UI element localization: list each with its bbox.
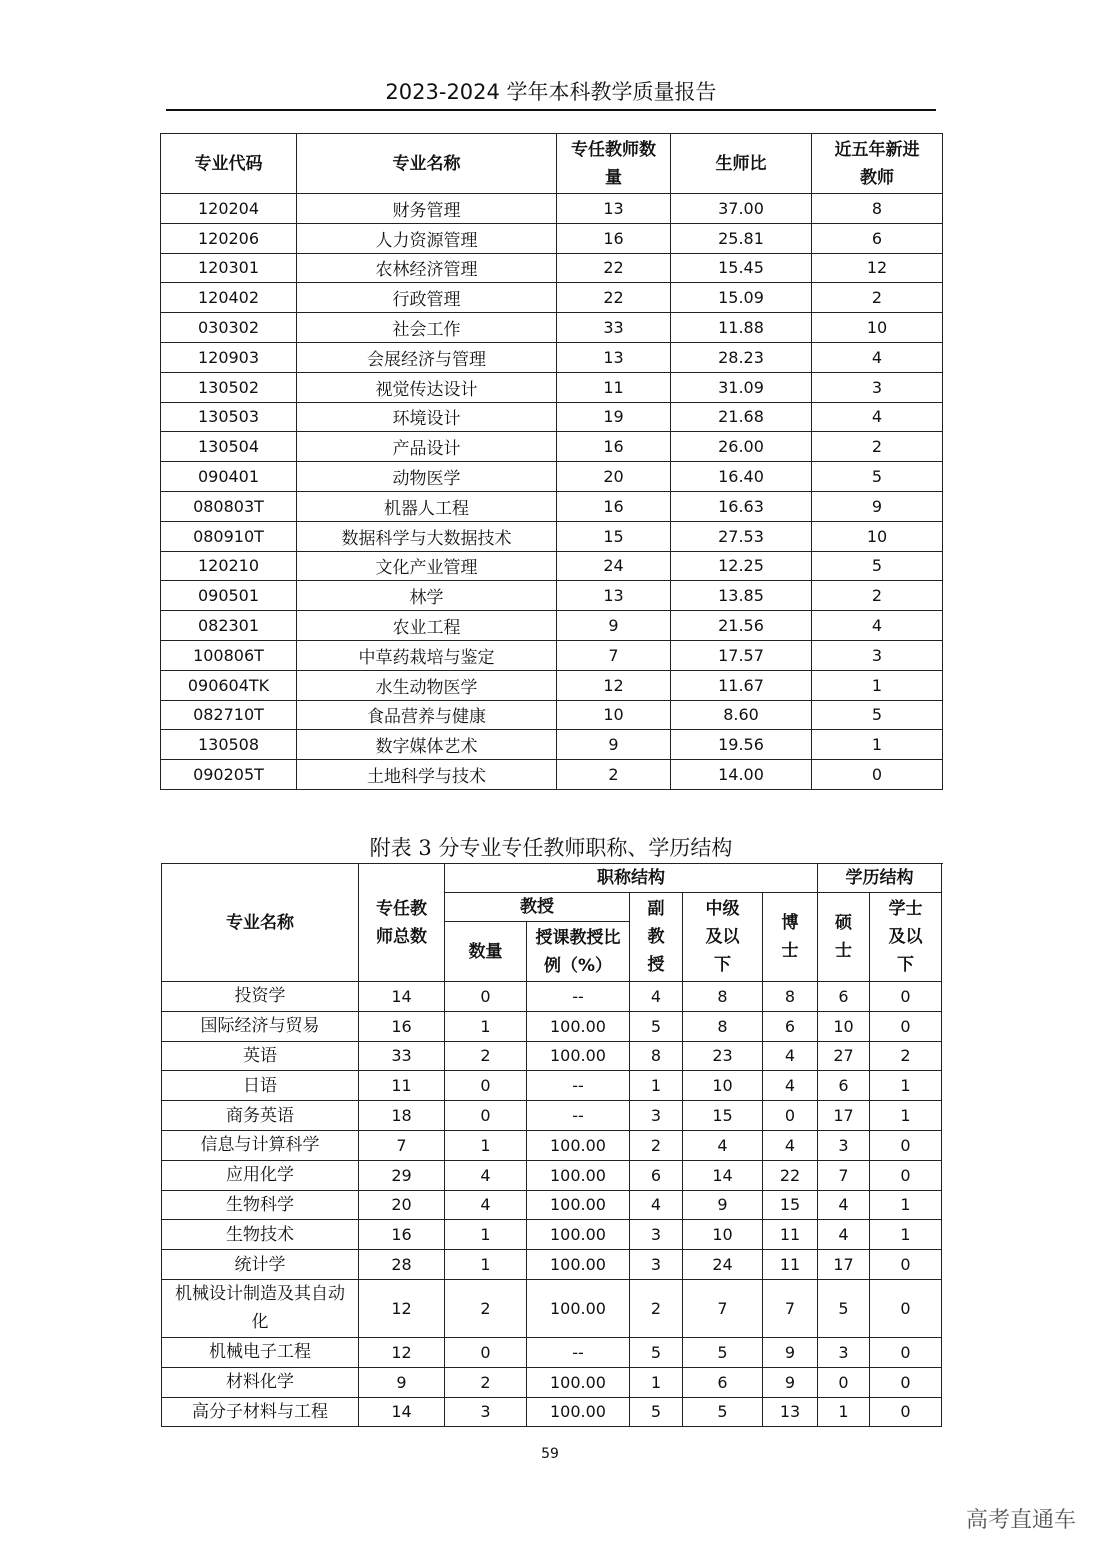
table-cell: 090604TK <box>161 670 297 700</box>
table-cell: 13 <box>763 1397 818 1427</box>
table-cell: 100.00 <box>527 1190 630 1220</box>
table-cell: 0 <box>870 1367 942 1397</box>
table-cell: 22 <box>763 1160 818 1190</box>
table-cell: 行政管理 <box>297 283 557 313</box>
table-cell: 100806T <box>161 640 297 670</box>
report-title: 2023-2024 学年本科教学质量报告 <box>385 80 717 104</box>
group-header-title-structure: 职称结构 <box>445 864 818 893</box>
table-cell: 2 <box>557 760 671 790</box>
table-cell: 1 <box>870 1071 942 1101</box>
col-header-ratio: 生师比 <box>671 134 812 194</box>
table-cell: 1 <box>870 1220 942 1250</box>
table-cell: 082301 <box>161 611 297 641</box>
table-cell: 030302 <box>161 313 297 343</box>
table-cell: 7 <box>763 1279 818 1337</box>
table-cell: 14 <box>359 1397 445 1427</box>
table-cell: 0 <box>445 982 527 1012</box>
table-cell: 18 <box>359 1101 445 1131</box>
table-cell: 33 <box>557 313 671 343</box>
table2-row <box>162 1071 942 1101</box>
table-cell: 视觉传达设计 <box>297 372 557 402</box>
table-cell: 9 <box>763 1367 818 1397</box>
table-cell: 11 <box>359 1071 445 1101</box>
table-cell: 120204 <box>161 194 297 224</box>
table-cell: 商务英语 <box>162 1101 359 1131</box>
table-cell: 1 <box>630 1367 683 1397</box>
table-cell: 100.00 <box>527 1279 630 1337</box>
table-cell: 33 <box>359 1041 445 1071</box>
table2-row <box>162 1101 942 1131</box>
table-cell: 17.57 <box>671 640 812 670</box>
table-cell: 0 <box>870 1011 942 1041</box>
table-cell: 9 <box>763 1337 818 1367</box>
table-cell: 27.53 <box>671 521 812 551</box>
table-cell: 0 <box>870 1160 942 1190</box>
table-cell: 17 <box>818 1250 870 1280</box>
table-cell: 12.25 <box>671 551 812 581</box>
watermark-logo-text: 高考直通车 <box>965 1508 1076 1533</box>
table-cell: 10 <box>812 521 943 551</box>
table-cell: 0 <box>870 1397 942 1427</box>
table-cell: 日语 <box>162 1071 359 1101</box>
table-cell: 0 <box>812 760 943 790</box>
table-cell: 16.40 <box>671 462 812 492</box>
table-cell: 23 <box>683 1041 763 1071</box>
table2-row <box>162 1220 942 1250</box>
table-cell: 食品营养与健康 <box>297 700 557 730</box>
table-cell: 4 <box>818 1190 870 1220</box>
table-cell: 林学 <box>297 581 557 611</box>
table-cell: 0 <box>870 982 942 1012</box>
table2-row <box>162 1011 942 1041</box>
table-cell: 130503 <box>161 402 297 432</box>
table-cell: 7 <box>683 1279 763 1337</box>
table-cell: 100.00 <box>527 1367 630 1397</box>
table-cell: 0 <box>870 1337 942 1367</box>
table-cell: 机械电子工程 <box>162 1337 359 1367</box>
table-cell: 17 <box>818 1101 870 1131</box>
table-cell: 20 <box>359 1190 445 1220</box>
group-header-degree-structure: 学历结构 <box>818 864 942 893</box>
table-cell: 5 <box>812 551 943 581</box>
table-cell: 9 <box>557 730 671 760</box>
col-header-code: 专业代码 <box>161 134 297 194</box>
table-cell: 财务管理 <box>297 194 557 224</box>
table1-row <box>161 342 943 372</box>
table-cell: 农业工程 <box>297 611 557 641</box>
table-cell: 120301 <box>161 253 297 283</box>
table-cell: 28.23 <box>671 342 812 372</box>
table1-row <box>161 551 943 581</box>
table1-row <box>161 402 943 432</box>
table-cell: 0 <box>870 1130 942 1160</box>
table-cell: 高分子材料与工程 <box>162 1397 359 1427</box>
table-cell: 应用化学 <box>162 1160 359 1190</box>
table-cell: 25.81 <box>671 223 812 253</box>
table-cell: 3 <box>445 1397 527 1427</box>
col-header-bachelor: 学士及以下 <box>870 893 942 982</box>
table1-row <box>161 462 943 492</box>
table-cell: 4 <box>763 1130 818 1160</box>
table1-row <box>161 223 943 253</box>
table-cell: 130508 <box>161 730 297 760</box>
table-cell: -- <box>527 1337 630 1367</box>
table1-row <box>161 640 943 670</box>
table-cell: 120206 <box>161 223 297 253</box>
table-cell: 9 <box>359 1367 445 1397</box>
table-cell: 090401 <box>161 462 297 492</box>
table2-row <box>162 1367 942 1397</box>
table-cell: 1 <box>818 1397 870 1427</box>
table-cell: 9 <box>812 491 943 521</box>
teacher-ratio-table <box>160 133 943 790</box>
table-cell: 投资学 <box>162 982 359 1012</box>
table1-row <box>161 253 943 283</box>
table-cell: 24 <box>683 1250 763 1280</box>
table-cell: 机器人工程 <box>297 491 557 521</box>
table-cell: 16 <box>557 491 671 521</box>
table-cell: 31.09 <box>671 372 812 402</box>
table2-body <box>162 982 942 1427</box>
table2-row <box>162 1279 942 1337</box>
table-cell: 21.56 <box>671 611 812 641</box>
table1-row <box>161 730 943 760</box>
table-cell: 机械设计制造及其自动化 <box>162 1279 359 1337</box>
table-cell: 15.45 <box>671 253 812 283</box>
table-cell: 产品设计 <box>297 432 557 462</box>
table-cell: 26.00 <box>671 432 812 462</box>
table-cell: 090205T <box>161 760 297 790</box>
table-cell: 37.00 <box>671 194 812 224</box>
table-cell: 12 <box>359 1279 445 1337</box>
table-cell: -- <box>527 982 630 1012</box>
table1-row <box>161 521 943 551</box>
table-cell: 120402 <box>161 283 297 313</box>
table-cell: 0 <box>445 1337 527 1367</box>
table-cell: 100.00 <box>527 1011 630 1041</box>
table1-row <box>161 670 943 700</box>
table-cell: 1 <box>630 1071 683 1101</box>
table-cell: 2 <box>630 1279 683 1337</box>
table-cell: 6 <box>763 1011 818 1041</box>
table-cell: 4 <box>630 1190 683 1220</box>
table-cell: 19.56 <box>671 730 812 760</box>
table-cell: 2 <box>445 1279 527 1337</box>
table-cell: 1 <box>445 1220 527 1250</box>
table-cell: 8 <box>630 1041 683 1071</box>
table-cell: 0 <box>445 1071 527 1101</box>
table-cell: 7 <box>359 1130 445 1160</box>
table1-row <box>161 700 943 730</box>
table-cell: 100.00 <box>527 1220 630 1250</box>
table-cell: 社会工作 <box>297 313 557 343</box>
table-cell: 1 <box>870 1190 942 1220</box>
table-cell: 130502 <box>161 372 297 402</box>
table-cell: 0 <box>870 1279 942 1337</box>
table1-row <box>161 760 943 790</box>
table-cell: 5 <box>683 1397 763 1427</box>
table-cell: 10 <box>818 1011 870 1041</box>
group-header-professor: 教授 <box>445 893 630 922</box>
table2-row <box>162 1160 942 1190</box>
table-cell: 0 <box>763 1101 818 1131</box>
table-cell: 2 <box>630 1130 683 1160</box>
table-cell: 10 <box>812 313 943 343</box>
table-cell: 11.88 <box>671 313 812 343</box>
table-cell: 生物科学 <box>162 1190 359 1220</box>
table-cell: 16 <box>359 1011 445 1041</box>
table-cell: 4 <box>812 611 943 641</box>
table-cell: 0 <box>445 1101 527 1131</box>
table2-header-row-1 <box>162 864 942 893</box>
table-cell: 12 <box>812 253 943 283</box>
table-cell: 1 <box>445 1130 527 1160</box>
table-cell: 28 <box>359 1250 445 1280</box>
table-cell: 080803T <box>161 491 297 521</box>
table-cell: 4 <box>763 1071 818 1101</box>
table-cell: 3 <box>812 640 943 670</box>
table-cell: 3 <box>818 1337 870 1367</box>
table-cell: 4 <box>683 1130 763 1160</box>
table1-header-row <box>161 134 943 194</box>
col-header-prof-count: 数量 <box>445 922 527 982</box>
table2-row <box>162 1190 942 1220</box>
table-cell: 16.63 <box>671 491 812 521</box>
table-cell: 4 <box>445 1160 527 1190</box>
table-cell: 15.09 <box>671 283 812 313</box>
table-cell: 3 <box>630 1101 683 1131</box>
table-cell: 4 <box>812 402 943 432</box>
table-cell: 11.67 <box>671 670 812 700</box>
col-header-prof-ratio: 授课教授比例（%） <box>527 922 630 982</box>
table-cell: 100.00 <box>527 1130 630 1160</box>
col-header-major: 专业名称 <box>297 134 557 194</box>
table-cell: 材料化学 <box>162 1367 359 1397</box>
table-cell: 3 <box>630 1220 683 1250</box>
col-header-master: 硕士 <box>818 893 870 982</box>
table-cell: 6 <box>818 1071 870 1101</box>
table-cell: 9 <box>683 1190 763 1220</box>
table2-row <box>162 1130 942 1160</box>
table-cell: 2 <box>812 432 943 462</box>
table-cell: 7 <box>557 640 671 670</box>
table-cell: 1 <box>812 730 943 760</box>
table-cell: 10 <box>683 1220 763 1250</box>
table-cell: 21.68 <box>671 402 812 432</box>
table-cell: 8 <box>763 982 818 1012</box>
col-header-doctor: 博士 <box>763 893 818 982</box>
table1-row <box>161 283 943 313</box>
col-header-assoc-prof: 副教授 <box>630 893 683 982</box>
table-cell: 3 <box>818 1130 870 1160</box>
table-cell: 1 <box>812 670 943 700</box>
table-cell: 16 <box>359 1220 445 1250</box>
table-cell: 2 <box>812 581 943 611</box>
table-cell: 7 <box>818 1160 870 1190</box>
table-cell: 数据科学与大数据技术 <box>297 521 557 551</box>
header-rule <box>166 109 936 111</box>
table2-row <box>162 1397 942 1427</box>
table2-row <box>162 982 942 1012</box>
table-cell: 4 <box>763 1041 818 1071</box>
table-cell: 8 <box>683 982 763 1012</box>
table-cell: 120210 <box>161 551 297 581</box>
table-cell: 24 <box>557 551 671 581</box>
table-cell: 19 <box>557 402 671 432</box>
table-cell: 动物医学 <box>297 462 557 492</box>
table-cell: 27 <box>818 1041 870 1071</box>
table1-row <box>161 372 943 402</box>
table-cell: 14 <box>683 1160 763 1190</box>
table-cell: 6 <box>812 223 943 253</box>
table-cell: 100.00 <box>527 1041 630 1071</box>
table-cell: 国际经济与贸易 <box>162 1011 359 1041</box>
table-cell: 信息与计算科学 <box>162 1130 359 1160</box>
table-cell: 20 <box>557 462 671 492</box>
table1-row <box>161 581 943 611</box>
table-cell: 130504 <box>161 432 297 462</box>
table-cell: 土地科学与技术 <box>297 760 557 790</box>
table-cell: 4 <box>630 982 683 1012</box>
table-cell: 11 <box>763 1250 818 1280</box>
table1-row <box>161 611 943 641</box>
table2-row <box>162 1337 942 1367</box>
table-cell: 12 <box>557 670 671 700</box>
table-cell: 5 <box>812 700 943 730</box>
table-cell: 8 <box>683 1011 763 1041</box>
table-cell: 3 <box>812 372 943 402</box>
table1-row <box>161 432 943 462</box>
table-cell: 080910T <box>161 521 297 551</box>
table-cell: 14.00 <box>671 760 812 790</box>
table-cell: 15 <box>683 1101 763 1131</box>
table-cell: 10 <box>557 700 671 730</box>
table1-row <box>161 313 943 343</box>
table-cell: 11 <box>763 1220 818 1250</box>
table-cell: 10 <box>683 1071 763 1101</box>
table-cell: 16 <box>557 223 671 253</box>
table-cell: 5 <box>683 1337 763 1367</box>
table-cell: -- <box>527 1071 630 1101</box>
table-cell: 14 <box>359 982 445 1012</box>
title-degree-table <box>161 863 942 1427</box>
table-cell: 中草药栽培与鉴定 <box>297 640 557 670</box>
table-cell: 5 <box>818 1279 870 1337</box>
table-cell: 100.00 <box>527 1397 630 1427</box>
table-cell: 文化产业管理 <box>297 551 557 581</box>
table-cell: 会展经济与管理 <box>297 342 557 372</box>
table-cell: 0 <box>818 1367 870 1397</box>
table-cell: 生物技术 <box>162 1220 359 1250</box>
table-cell: 4 <box>818 1220 870 1250</box>
page-number: 59 <box>541 1446 559 1462</box>
table-cell: 8 <box>812 194 943 224</box>
table-cell: 100.00 <box>527 1250 630 1280</box>
table-cell: 5 <box>812 462 943 492</box>
table-cell: -- <box>527 1101 630 1131</box>
col-header-new-teachers: 近五年新进教师 <box>812 134 943 194</box>
table-cell: 15 <box>557 521 671 551</box>
table-cell: 120903 <box>161 342 297 372</box>
table-cell: 5 <box>630 1397 683 1427</box>
table-cell: 5 <box>630 1337 683 1367</box>
col-header-teacher-count: 专任教师数量 <box>557 134 671 194</box>
table-cell: 6 <box>818 982 870 1012</box>
table-cell: 22 <box>557 253 671 283</box>
table-cell: 2 <box>445 1367 527 1397</box>
table-cell: 2 <box>812 283 943 313</box>
col-header-intermediate: 中级及以下 <box>683 893 763 982</box>
table-cell: 5 <box>630 1011 683 1041</box>
table2-caption: 附表 3 分专业专任教师职称、学历结构 <box>369 836 733 860</box>
table-cell: 13 <box>557 581 671 611</box>
table-cell: 11 <box>557 372 671 402</box>
table2-row <box>162 1041 942 1071</box>
table-cell: 29 <box>359 1160 445 1190</box>
table-cell: 农林经济管理 <box>297 253 557 283</box>
table-cell: 人力资源管理 <box>297 223 557 253</box>
table-cell: 100.00 <box>527 1160 630 1190</box>
table-cell: 水生动物医学 <box>297 670 557 700</box>
table-cell: 8.60 <box>671 700 812 730</box>
table1-row <box>161 194 943 224</box>
table-cell: 1 <box>445 1250 527 1280</box>
table-cell: 12 <box>359 1337 445 1367</box>
table-cell: 15 <box>763 1190 818 1220</box>
table-cell: 9 <box>557 611 671 641</box>
table1-body <box>161 194 943 790</box>
table-cell: 22 <box>557 283 671 313</box>
table-cell: 082710T <box>161 700 297 730</box>
table-cell: 4 <box>445 1190 527 1220</box>
table-cell: 13 <box>557 194 671 224</box>
table-cell: 英语 <box>162 1041 359 1071</box>
table-cell: 统计学 <box>162 1250 359 1280</box>
table-cell: 13.85 <box>671 581 812 611</box>
table-cell: 13 <box>557 342 671 372</box>
table-cell: 数字媒体艺术 <box>297 730 557 760</box>
col-header-major: 专业名称 <box>162 864 359 982</box>
table2-row <box>162 1250 942 1280</box>
table-cell: 4 <box>812 342 943 372</box>
table-cell: 6 <box>630 1160 683 1190</box>
table-cell: 2 <box>870 1041 942 1071</box>
table1-row <box>161 491 943 521</box>
table-cell: 090501 <box>161 581 297 611</box>
table-cell: 1 <box>870 1101 942 1131</box>
col-header-total: 专任教师总数 <box>359 864 445 982</box>
table-cell: 环境设计 <box>297 402 557 432</box>
table-cell: 0 <box>870 1250 942 1280</box>
table-cell: 1 <box>445 1011 527 1041</box>
table-cell: 6 <box>683 1367 763 1397</box>
table-cell: 2 <box>445 1041 527 1071</box>
table-cell: 16 <box>557 432 671 462</box>
table-cell: 3 <box>630 1250 683 1280</box>
